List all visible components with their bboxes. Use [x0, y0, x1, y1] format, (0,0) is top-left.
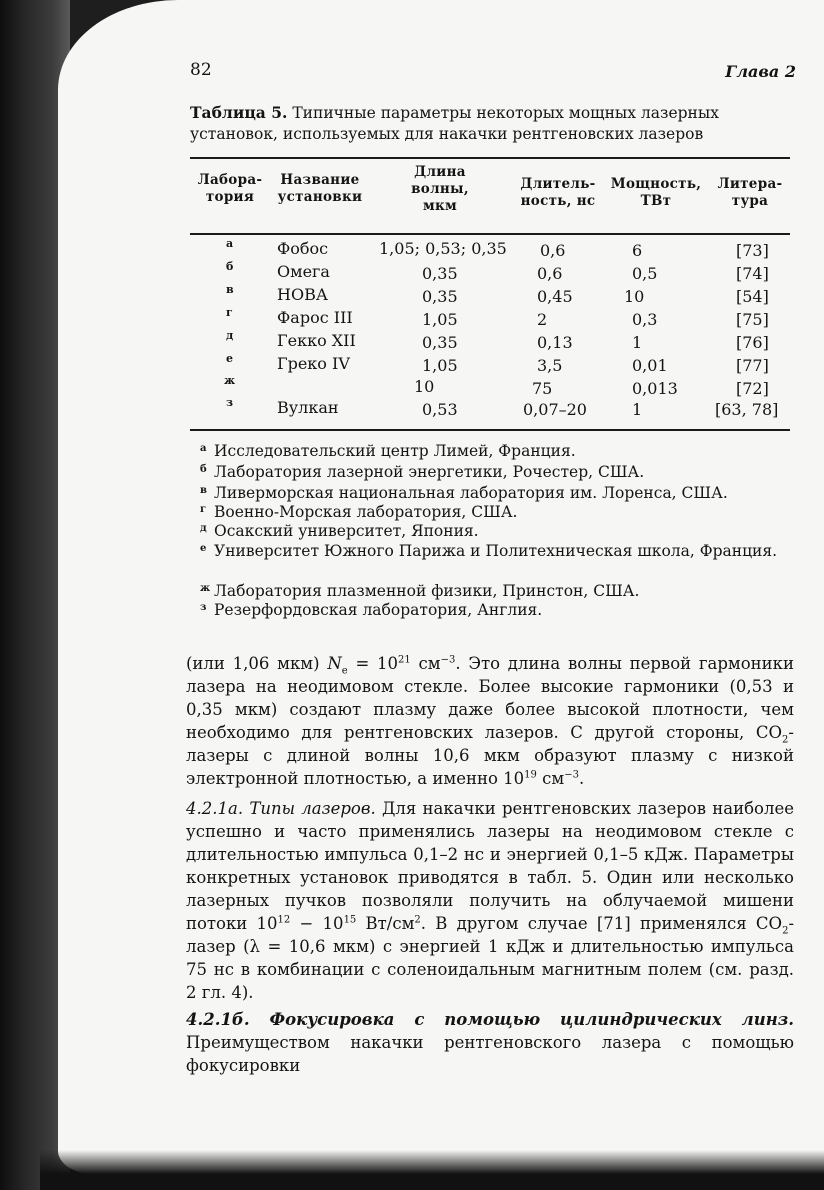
col-header-line: Название: [280, 172, 360, 188]
footnote-text: Лаборатория лазерной энергетики, Рочестер, США.: [214, 463, 645, 481]
text-run: = 10: [347, 654, 399, 673]
footnote-text: Ливерморская национальная лаборатория им. Лоренса, США.: [214, 484, 728, 502]
section-heading: 4.2.1а. Типы лазеров.: [186, 799, 376, 818]
reference-cell: [54]: [736, 287, 769, 306]
footnote: [200, 582, 794, 601]
duration-cell: 0,6: [540, 241, 566, 260]
wavelength-cell: 0,35: [422, 287, 458, 306]
footnote-text: Резерфордовская лаборатория, Англия.: [214, 601, 543, 619]
reference-cell: [74]: [736, 264, 769, 283]
reference-cell: [73]: [736, 241, 769, 260]
body-paragraph-1: [186, 652, 794, 790]
facility-name: Фарос III: [277, 308, 353, 327]
wavelength-cell: 0,35: [422, 264, 458, 283]
facility-name: Омега: [277, 262, 330, 281]
col-header-line: установки: [277, 189, 363, 205]
duration-cell: 0,6: [537, 264, 563, 283]
reference-cell: [75]: [736, 310, 769, 329]
table-caption-text: Типичные параметры некоторых мощных лазерных установок, используемых для накачки рентгеновских лазеров: [190, 104, 719, 143]
duration-cell: 0,45: [537, 287, 573, 306]
lab-mark: з: [226, 396, 234, 409]
page-header: [190, 60, 796, 86]
math-symbol: N: [327, 654, 342, 673]
col-header-line: Длитель-: [520, 176, 596, 192]
math-superscript: 19: [524, 769, 537, 781]
col-header-line: ТВт: [640, 193, 672, 209]
power-cell: 0,01: [632, 356, 668, 375]
col-header-line: тура: [731, 193, 769, 209]
footnote-text: Исследовательский центр Лимей, Франция.: [214, 442, 576, 460]
footnote: [200, 503, 794, 522]
math-subscript: e: [341, 665, 348, 677]
footnote: [200, 484, 794, 503]
duration-cell: 3,5: [537, 356, 563, 375]
footnote: [200, 463, 794, 482]
lab-mark: г: [226, 306, 233, 319]
footnote: [200, 522, 794, 541]
footnote-mark: г: [200, 504, 207, 515]
math-superscript: 21: [398, 654, 411, 666]
lab-mark: в: [226, 283, 234, 296]
wavelength-cell: 1,05: [422, 356, 458, 375]
duration-cell: 75: [532, 379, 553, 398]
text-run: − 10: [290, 914, 344, 933]
footnote-text: Осакский университет, Япония.: [214, 522, 479, 540]
reference-cell: [76]: [736, 333, 769, 352]
footnote-text: Лаборатория плазменной физики, Принстон, США.: [214, 582, 640, 600]
footnote-mark: з: [200, 602, 207, 613]
math-superscript: −3: [564, 769, 579, 781]
col-header-line: тория: [205, 189, 255, 205]
math-superscript: 15: [343, 914, 357, 926]
reference-cell: [77]: [736, 356, 769, 375]
footnote-text: Университет Южного Парижа и Политехническая школа, Франция.: [214, 542, 778, 560]
footnote-mark: ж: [200, 583, 211, 594]
col-header-line: Мощность,: [610, 176, 702, 192]
facility-name: Фобос: [277, 239, 329, 258]
math-superscript: 12: [277, 914, 291, 926]
footnote-mark: б: [200, 464, 207, 475]
col-header-power: [606, 176, 706, 210]
section-heading: 4.2.1б. Фокусировка с помощью цилиндрических линз.: [186, 1010, 794, 1029]
duration-cell: 2: [537, 310, 548, 329]
table-caption-label: Таблица 5.: [190, 103, 288, 122]
text-run: -лазеры с длиной волны 10,6 мкм образуют плазму с низкой электронной плотностью, а именно 10: [186, 723, 794, 788]
power-cell: 1: [632, 400, 643, 419]
footnote: [200, 442, 794, 461]
text-run: . Это длина волны первой гармоники лазера на неодимовом стекле. Более высокие гармоники (0,53 и 0,35 мкм) создают плазму даже более высокой плотности, чем необходимо для рентгеновских лазеров. С другой стороны, СО: [186, 654, 794, 742]
wavelength-cell: 0,53: [422, 400, 458, 419]
duration-cell: 0,13: [537, 333, 573, 352]
power-cell: 6: [632, 241, 643, 260]
scan-shadow-bottom: [40, 1150, 824, 1190]
wavelength-cell: 1,05: [422, 310, 458, 329]
chapter-title: Глава 2: [725, 62, 796, 81]
col-header-name: [270, 172, 370, 206]
facility-name: НОВА: [277, 285, 328, 304]
col-header-line: Лабора-: [197, 172, 263, 188]
text-run: Вт/см: [356, 914, 415, 933]
wavelength-cell: 0,35: [422, 333, 458, 352]
math-superscript: −3: [440, 654, 456, 666]
math-superscript: 2: [414, 914, 421, 926]
col-header-line: ность, нс: [520, 193, 596, 209]
facility-name: Гекко XII: [277, 331, 356, 350]
footnote-mark: д: [200, 523, 207, 534]
body-paragraph-2: [186, 797, 794, 1004]
text-run: см: [536, 769, 565, 788]
duration-cell: 0,07–20: [523, 400, 587, 419]
power-cell: 10: [624, 287, 645, 306]
footnote-mark: в: [200, 485, 207, 496]
text-run: Для накачки рентгеновских лазеров наиболее успешно и часто применялись лазеры на неодимовом стекле с длительностью импульса 0,1–2 нс и энергией 0,1–5 кДж. Параметры конкретных установок приводятся в табл. 5. Один или несколько лазерных пучков позволяли получить на облучаемой мишени потоки 10: [186, 799, 794, 933]
text-run: см: [410, 654, 441, 673]
text-run: .: [578, 769, 585, 788]
power-cell: 1: [632, 333, 643, 352]
col-header-line: мкм: [422, 198, 458, 214]
math-subscript: 2: [782, 734, 789, 746]
reference-cell: [72]: [736, 379, 769, 398]
power-cell: 0,013: [632, 379, 678, 398]
lab-mark: д: [226, 329, 234, 342]
table-bottom-rule: [190, 429, 790, 431]
facility-name: Вулкан: [277, 398, 339, 417]
col-header-line: Длина: [414, 164, 466, 180]
text-run: (или 1,06 мкм): [186, 654, 328, 673]
footnote: [200, 601, 794, 620]
footnote-mark: а: [200, 443, 207, 454]
table-top-rule: [190, 157, 790, 159]
col-header-line: волны,: [411, 181, 469, 197]
math-subscript: 2: [782, 925, 789, 937]
table-caption: [190, 102, 796, 145]
lab-mark: е: [226, 352, 233, 365]
page-number: 82: [190, 60, 212, 80]
reference-cell: [63, 78]: [715, 400, 779, 419]
col-header-wavelength: [385, 164, 495, 215]
col-header-line: Литера-: [717, 176, 783, 192]
text-run: -лазер (λ = 10,6 мкм) с энергией 1 кДж и длительностью импульса 75 нс в комбинации с соленоидальным магнитным полем (см. разд. 2 гл. 4).: [186, 914, 795, 1002]
lab-mark: б: [226, 260, 234, 273]
footnote: [200, 542, 790, 561]
text-run: Преимуществом накачки рентгеновского лазера с помощью фокусировки: [186, 1033, 794, 1075]
col-header-duration: [508, 176, 608, 210]
table-header-rule: [190, 233, 790, 235]
facility-name: Греко IV: [277, 354, 350, 373]
body-paragraph-3: [186, 1008, 794, 1077]
footnote-mark: е: [200, 543, 207, 554]
col-header-lab: [190, 172, 270, 206]
wavelength-cell: 10: [414, 377, 435, 396]
col-header-ref: [706, 176, 794, 210]
text-run: . В другом случае [71] применялся СО: [420, 914, 783, 933]
power-cell: 0,3: [632, 310, 658, 329]
wavelength-cell: 1,05; 0,53; 0,35: [379, 239, 507, 258]
lab-mark: а: [226, 237, 234, 250]
lab-mark: ж: [224, 374, 236, 387]
power-cell: 0,5: [632, 264, 658, 283]
footnote-text: Военно-Морская лаборатория, США.: [214, 503, 518, 521]
